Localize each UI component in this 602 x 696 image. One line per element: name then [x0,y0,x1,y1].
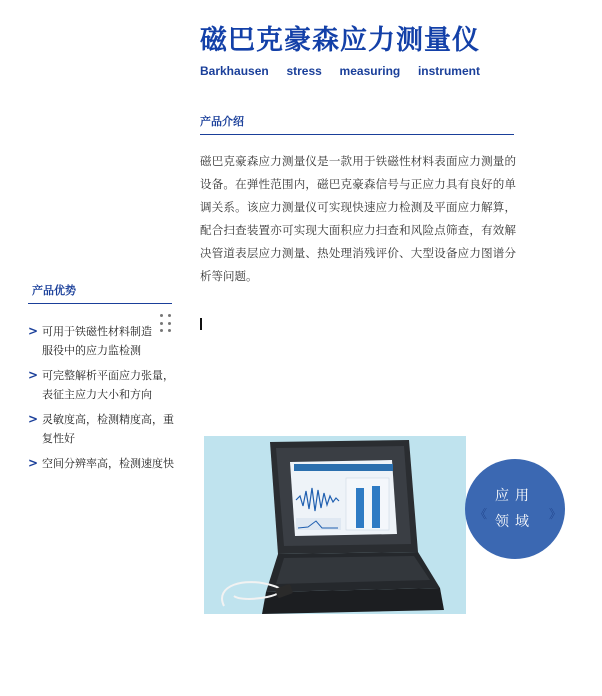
list-item [28,410,176,448]
application-label-line2: 领域 [495,514,535,530]
english-subtitle [200,64,480,78]
subtitle-word: measuring [339,64,401,78]
list-item [28,366,176,404]
subtitle-word: Barkhausen [200,64,269,78]
advantages-divider [28,303,172,304]
text-cursor[interactable] [200,318,202,330]
page-title: 磁巴克豪森应力测量仪 [200,25,480,56]
list-item-text: 可完整解析平面应力张量，表征主应力大小和方向 [42,369,174,401]
chevron-right-icon: > [28,456,39,470]
right-arrow-icon: 》 [548,507,561,521]
list-item-text: 空间分辨率高，检测速度快 [42,457,174,470]
list-item [28,454,176,473]
product-photo [204,436,466,614]
left-arrow-icon: 《 [475,507,488,521]
intro-paragraph: 磁巴克豪森应力测量仪是一款用于铁磁性材料表面应力测量的设备。在弹性范围内，磁巴克豪森信号与正应力具有良好的单调关系。该应力测量仪可实现快速应力检测及平面应力解算，配合扫查装置亦可实现大面积应力扫查和风险点筛查，有效解决管道表层应力测量、热处理消残评价、大型设备应力图谱分析等问题。 [200,154,516,283]
list-item-text: 灵敏度高，检测精度高，重复性好 [42,413,174,445]
application-area-button[interactable] [465,459,565,559]
advantages-list [28,322,176,473]
laptop-illustration [204,436,466,614]
list-item-text: 可用于铁磁性材料制造 [42,325,152,338]
chevron-right-icon: > [28,368,39,382]
subtitle-word: stress [286,64,322,78]
subtitle-word: instrument [417,64,480,78]
list-item [28,341,176,360]
list-item [28,322,176,341]
list-item-text: 服役中的应力监检测 [42,344,141,357]
application-label-line1: 应用 [495,488,535,504]
intro-heading: 产品介绍 [200,115,244,128]
chevron-right-icon: > [28,412,39,426]
intro-divider [200,134,514,135]
chevron-right-icon: > [28,324,39,338]
advantages-heading: 产品优势 [32,284,76,297]
